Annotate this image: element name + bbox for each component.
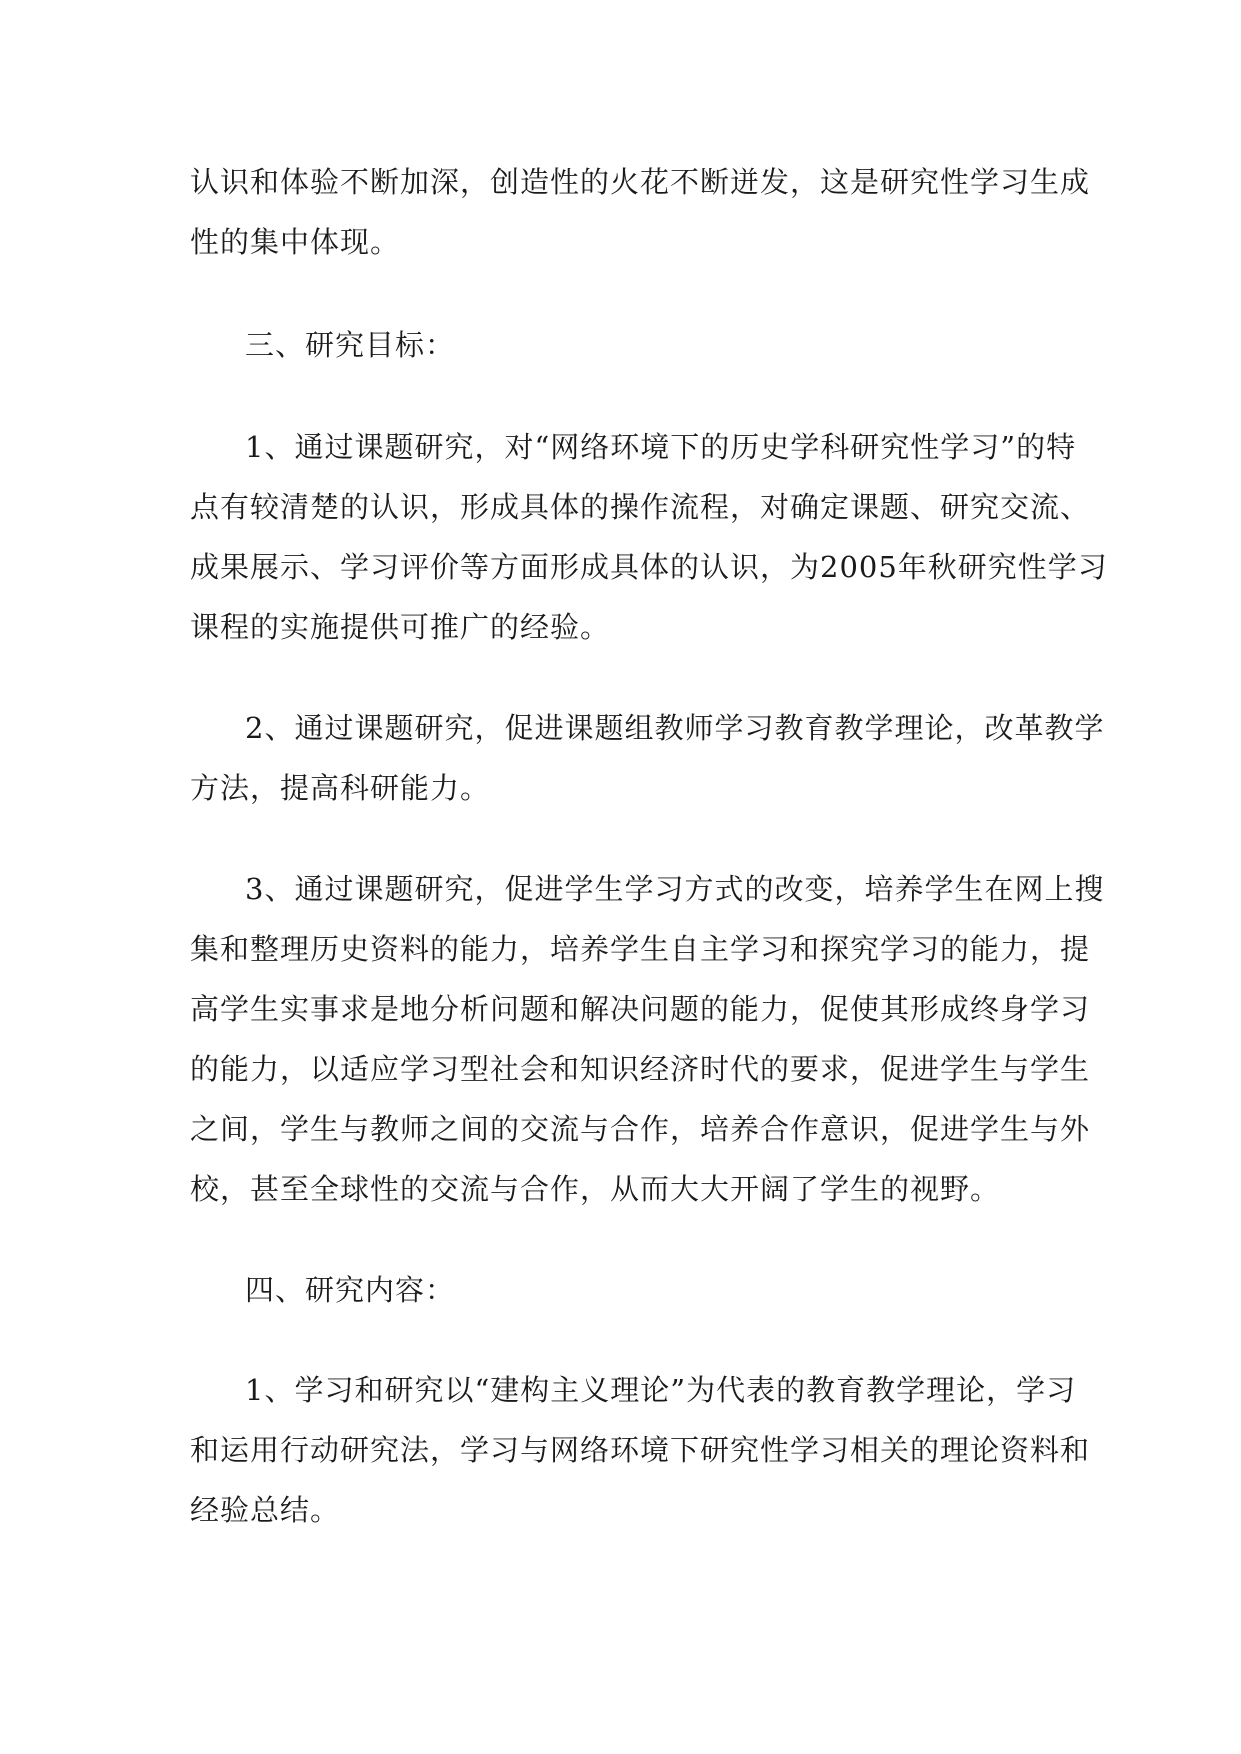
paragraph-line: 之间，学生与教师之间的交流与合作，培养合作意识，促进学生与外 xyxy=(190,1112,1091,1146)
paragraph-line: 课程的实施提供可推广的经验。 xyxy=(190,610,611,644)
section-heading-research-content: 四、研究内容： xyxy=(245,1273,456,1307)
paragraph-line: 校，甚至全球性的交流与合作，从而大大开阔了学生的视野。 xyxy=(190,1172,1001,1206)
paragraph-line: 2、通过课题研究，促进课题组教师学习教育教学理论，改革教学 xyxy=(245,711,1105,745)
paragraph-line: 性的集中体现。 xyxy=(190,225,401,259)
paragraph-line: 的能力，以适应学习型社会和知识经济时代的要求，促进学生与学生 xyxy=(190,1052,1091,1086)
paragraph-line: 1、通过课题研究，对“网络环境下的历史学科研究性学习”的特 xyxy=(245,430,1077,464)
paragraph-line: 和运用行动研究法，学习与网络环境下研究性学习相关的理论资料和 xyxy=(190,1433,1091,1467)
paragraph-line: 3、通过课题研究，促进学生学习方式的改变，培养学生在网上搜 xyxy=(245,872,1105,906)
paragraph-line: 集和整理历史资料的能力，培养学生自主学习和探究学习的能力，提 xyxy=(190,932,1091,966)
paragraph-line: 经验总结。 xyxy=(190,1493,341,1527)
paragraph-line: 高学生实事求是地分析问题和解决问题的能力，促使其形成终身学习 xyxy=(190,992,1091,1026)
paragraph-line: 方法，提高科研能力。 xyxy=(190,771,491,805)
paragraph-line: 认识和体验不断加深，创造性的火花不断迸发，这是研究性学习生成 xyxy=(190,165,1091,199)
paragraph-line: 1、学习和研究以“建构主义理论”为代表的教育教学理论，学习 xyxy=(245,1373,1077,1407)
paragraph-line: 成果展示、学习评价等方面形成具体的认识，为2005年秋研究性学习 xyxy=(190,550,1108,584)
section-heading-research-goals: 三、研究目标： xyxy=(245,328,456,362)
paragraph-line: 点有较清楚的认识，形成具体的操作流程，对确定课题、研究交流、 xyxy=(190,490,1091,524)
